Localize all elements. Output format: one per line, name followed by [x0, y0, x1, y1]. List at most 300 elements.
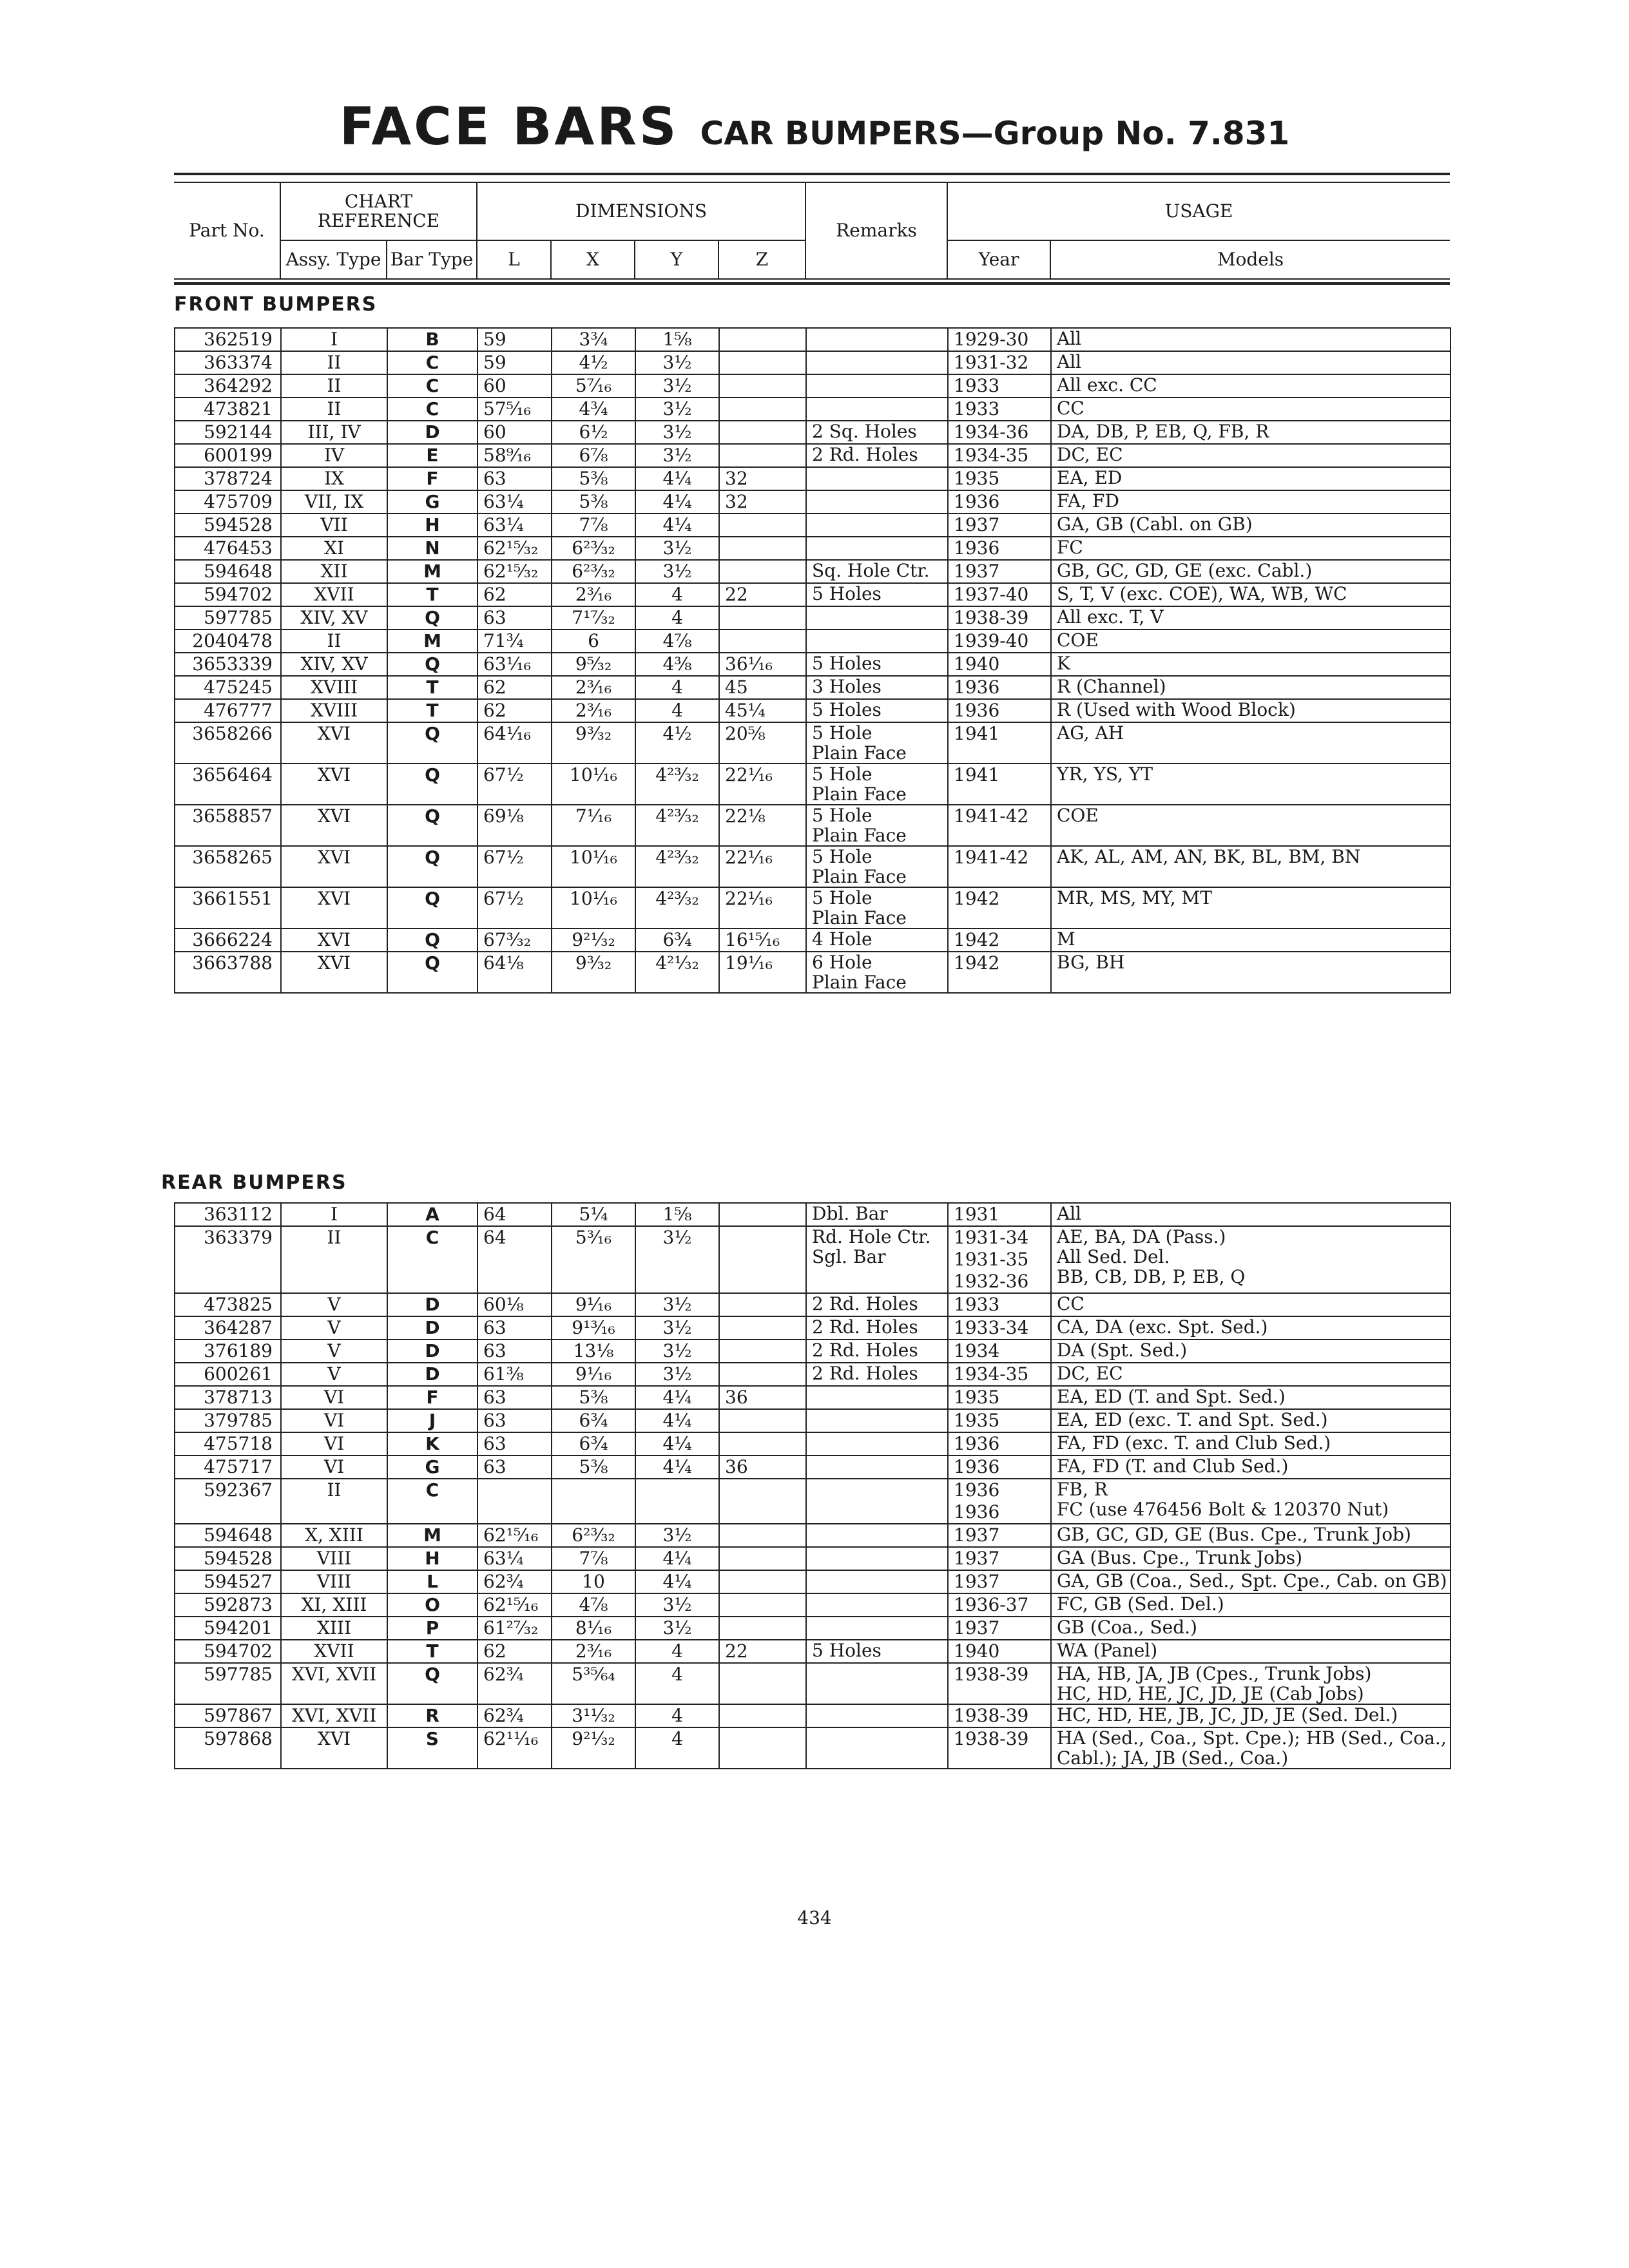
table-row [175, 606, 1451, 629]
cell-assy: XVI [281, 952, 387, 993]
cell-x: 2³⁄₁₆ [552, 676, 635, 699]
cell-l: 67³⁄₃₂ [477, 928, 552, 952]
table-row [175, 846, 1451, 887]
header-y: Y [635, 240, 718, 279]
table-row [175, 722, 1451, 764]
table-row [175, 952, 1451, 993]
table-row [175, 887, 1451, 928]
cell-x: 2³⁄₁₆ [552, 1640, 635, 1663]
cell-part: 3656464 [175, 764, 281, 805]
cell-bar: F [387, 1386, 477, 1409]
cell-l: 62¹⁵⁄₁₆ [477, 1524, 552, 1547]
cell-z: 22¹⁄₁₆ [719, 846, 806, 887]
cell-models: BG, BH [1051, 952, 1451, 993]
cell-remarks: 5 Holes [806, 653, 948, 676]
cell-year: 1934-35 [948, 1363, 1051, 1386]
cell-part: 473825 [175, 1293, 281, 1316]
cell-bar: Q [387, 764, 477, 805]
cell-z [719, 560, 806, 583]
cell-assy: XVII [281, 583, 387, 606]
cell-part: 594702 [175, 1640, 281, 1663]
cell-l: 62¹⁵⁄₃₂ [477, 537, 552, 560]
cell-year: 1937 [948, 1570, 1051, 1593]
cell-models: All [1051, 328, 1451, 351]
cell-y: 4 [635, 699, 719, 722]
cell-z [719, 1226, 806, 1293]
cell-bar: Q [387, 887, 477, 928]
table-row [175, 514, 1451, 537]
table-row [175, 1293, 1451, 1316]
table-row [175, 583, 1451, 606]
cell-l: 69⅛ [477, 805, 552, 846]
cell-assy: XVI [281, 887, 387, 928]
cell-bar: M [387, 560, 477, 583]
cell-l: 63¹⁄₁₆ [477, 653, 552, 676]
cell-bar: N [387, 537, 477, 560]
cell-remarks [806, 328, 948, 351]
cell-y: 4²³⁄₃₂ [635, 805, 719, 846]
cell-part: 3653339 [175, 653, 281, 676]
table-row [175, 1547, 1451, 1570]
cell-remarks [806, 1432, 948, 1456]
cell-models: EA, ED [1051, 467, 1451, 490]
cell-bar: Q [387, 1663, 477, 1704]
cell-z [719, 1316, 806, 1340]
cell-bar: C [387, 351, 477, 374]
table-row [175, 444, 1451, 467]
cell-models: All [1051, 1203, 1451, 1226]
cell-part: 600199 [175, 444, 281, 467]
cell-part: 600261 [175, 1363, 281, 1386]
cell-assy: V [281, 1363, 387, 1386]
cell-y: 4¼ [635, 514, 719, 537]
cell-z: 16¹⁵⁄₁₆ [719, 928, 806, 952]
cell-part: 3658266 [175, 722, 281, 764]
cell-year: 1935 [948, 1409, 1051, 1432]
cell-x: 3¹¹⁄₃₂ [552, 1704, 635, 1727]
cell-year: 1937 [948, 1524, 1051, 1547]
cell-part: 475717 [175, 1456, 281, 1479]
cell-year: 1940 [948, 1640, 1051, 1663]
table-row [175, 1316, 1451, 1340]
cell-x: 6 [552, 629, 635, 653]
cell-bar: M [387, 629, 477, 653]
cell-l: 61²⁷⁄₃₂ [477, 1617, 552, 1640]
cell-remarks: 4 Hole [806, 928, 948, 952]
cell-bar: C [387, 374, 477, 398]
cell-year: 1936 [948, 537, 1051, 560]
cell-part: 473821 [175, 398, 281, 421]
cell-bar: T [387, 676, 477, 699]
cell-part: 3663788 [175, 952, 281, 993]
cell-l: 63¼ [477, 1547, 552, 1570]
cell-models: GA, GB (Coa., Sed., Spt. Cpe., Cab. on GB) [1051, 1570, 1451, 1593]
cell-z [719, 514, 806, 537]
cell-remarks: 5 Holes [806, 699, 948, 722]
cell-y: 3½ [635, 1617, 719, 1640]
cell-models: GA, GB (Cabl. on GB) [1051, 514, 1451, 537]
cell-y: 4½ [635, 722, 719, 764]
cell-part: 594527 [175, 1570, 281, 1593]
cell-x: 6²³⁄₃₂ [552, 537, 635, 560]
rear-bumpers-table [174, 1202, 1451, 1769]
cell-assy: XVIII [281, 699, 387, 722]
cell-y: 4²³⁄₃₂ [635, 887, 719, 928]
header-dimensions: DIMENSIONS [477, 182, 805, 240]
table-row [175, 1203, 1451, 1226]
cell-part: 379785 [175, 1409, 281, 1432]
cell-bar: Q [387, 928, 477, 952]
table-row [175, 374, 1451, 398]
front-bumpers-table [174, 327, 1451, 994]
cell-remarks [806, 1663, 948, 1704]
cell-z: 32 [719, 490, 806, 514]
cell-part: 3658265 [175, 846, 281, 887]
cell-x: 5⅜ [552, 467, 635, 490]
cell-part: 378724 [175, 467, 281, 490]
cell-remarks [806, 606, 948, 629]
cell-y: 4²³⁄₃₂ [635, 764, 719, 805]
cell-x: 5⅜ [552, 1386, 635, 1409]
cell-bar: D [387, 421, 477, 444]
cell-part: 592367 [175, 1479, 281, 1524]
cell-part: 363112 [175, 1203, 281, 1226]
cell-remarks: Rd. Hole Ctr. Sgl. Bar [806, 1226, 948, 1293]
cell-l: 62¾ [477, 1704, 552, 1727]
table-row [175, 1340, 1451, 1363]
table-row [175, 1386, 1451, 1409]
cell-models: GB (Coa., Sed.) [1051, 1617, 1451, 1640]
cell-z: 36 [719, 1456, 806, 1479]
cell-l: 58⁹⁄₁₆ [477, 444, 552, 467]
top-rule [174, 173, 1450, 175]
header-l: L [477, 240, 551, 279]
page-title [0, 97, 1629, 157]
cell-assy: I [281, 1203, 387, 1226]
cell-remarks: 3 Holes [806, 676, 948, 699]
cell-part: 364292 [175, 374, 281, 398]
cell-models: HA, HB, JA, JB (Cpes., Trunk Jobs) HC, HD, HE, JC, JD, JE (Cab Jobs) [1051, 1663, 1451, 1704]
cell-part: 475718 [175, 1432, 281, 1456]
cell-y: 3½ [635, 1340, 719, 1363]
cell-assy: V [281, 1316, 387, 1340]
cell-part: 594702 [175, 583, 281, 606]
cell-bar: L [387, 1570, 477, 1593]
cell-z [719, 1293, 806, 1316]
table-row [175, 1704, 1451, 1727]
cell-bar: Q [387, 805, 477, 846]
cell-remarks [806, 374, 948, 398]
cell-z [719, 1363, 806, 1386]
cell-models: HA (Sed., Coa., Spt. Cpe.); HB (Sed., Coa., Cabl.); JA, JB (Sed., Coa.) [1051, 1727, 1451, 1769]
cell-bar: T [387, 1640, 477, 1663]
cell-models: EA, ED (T. and Spt. Sed.) [1051, 1386, 1451, 1409]
table-row [175, 1640, 1451, 1663]
cell-assy: VIII [281, 1547, 387, 1570]
cell-z [719, 1593, 806, 1617]
cell-part: 592873 [175, 1593, 281, 1617]
cell-y: 4 [635, 1704, 719, 1727]
cell-bar: D [387, 1316, 477, 1340]
cell-year: 1942 [948, 887, 1051, 928]
cell-z: 22 [719, 1640, 806, 1663]
cell-year: 1941 [948, 722, 1051, 764]
cell-bar: K [387, 1432, 477, 1456]
cell-remarks [806, 1727, 948, 1769]
cell-assy: XVI [281, 1727, 387, 1769]
cell-year: 1938-39 [948, 1727, 1051, 1769]
cell-y: 4¼ [635, 1432, 719, 1456]
cell-y: 4 [635, 1727, 719, 1769]
cell-l: 61⅜ [477, 1363, 552, 1386]
cell-z [719, 351, 806, 374]
table-row [175, 676, 1451, 699]
cell-assy: XI [281, 537, 387, 560]
cell-year: 1934-36 [948, 421, 1051, 444]
cell-models: K [1051, 653, 1451, 676]
cell-y: 3½ [635, 1363, 719, 1386]
cell-part: 475245 [175, 676, 281, 699]
cell-part: 3661551 [175, 887, 281, 928]
cell-z [719, 1704, 806, 1727]
cell-models: FC, GB (Sed. Del.) [1051, 1593, 1451, 1617]
cell-l: 63 [477, 1340, 552, 1363]
cell-assy: II [281, 351, 387, 374]
cell-year: 1936-37 [948, 1593, 1051, 1617]
cell-year: 1933 [948, 374, 1051, 398]
cell-y: 6¾ [635, 928, 719, 952]
cell-l: 59 [477, 328, 552, 351]
cell-year: 1931-32 [948, 351, 1051, 374]
cell-assy: XVI [281, 846, 387, 887]
cell-x: 10¹⁄₁₆ [552, 887, 635, 928]
cell-l: 64⅛ [477, 952, 552, 993]
cell-remarks: 5 Hole Plain Face [806, 805, 948, 846]
table-row [175, 398, 1451, 421]
cell-part: 378713 [175, 1386, 281, 1409]
cell-l: 60 [477, 421, 552, 444]
cell-bar: H [387, 514, 477, 537]
cell-part: 597785 [175, 1663, 281, 1704]
cell-bar: F [387, 467, 477, 490]
cell-x: 7⅞ [552, 1547, 635, 1570]
cell-z: 36¹⁄₁₆ [719, 653, 806, 676]
cell-z: 22⅛ [719, 805, 806, 846]
cell-part: 3666224 [175, 928, 281, 952]
cell-bar: C [387, 1226, 477, 1293]
cell-x: 10 [552, 1570, 635, 1593]
cell-z [719, 444, 806, 467]
cell-year: 1938-39 [948, 606, 1051, 629]
cell-part: 362519 [175, 328, 281, 351]
cell-remarks [806, 1386, 948, 1409]
cell-x: 3¾ [552, 328, 635, 351]
table-row [175, 421, 1451, 444]
cell-l: 63 [477, 1386, 552, 1409]
cell-year: 1936 [948, 490, 1051, 514]
header-x: X [551, 240, 635, 279]
cell-assy: VI [281, 1386, 387, 1409]
cell-z: 22 [719, 583, 806, 606]
cell-year: 1936 [948, 676, 1051, 699]
cell-z [719, 328, 806, 351]
cell-l [477, 1479, 552, 1524]
cell-remarks [806, 1704, 948, 1727]
cell-models: GB, GC, GD, GE (Bus. Cpe., Trunk Job) [1051, 1524, 1451, 1547]
header-usage: USAGE [947, 182, 1450, 240]
cell-z [719, 398, 806, 421]
cell-x [552, 1479, 635, 1524]
cell-part: 594648 [175, 560, 281, 583]
cell-remarks [806, 514, 948, 537]
table-row [175, 1456, 1451, 1479]
header-models: Models [1050, 240, 1450, 279]
cell-remarks: Sq. Hole Ctr. [806, 560, 948, 583]
cell-bar: R [387, 1704, 477, 1727]
cell-l: 63¼ [477, 514, 552, 537]
cell-remarks: Dbl. Bar [806, 1203, 948, 1226]
cell-part: 592144 [175, 421, 281, 444]
cell-year: 1933 [948, 1293, 1051, 1316]
cell-assy: II [281, 1479, 387, 1524]
cell-l: 64¹⁄₁₆ [477, 722, 552, 764]
cell-l: 63¼ [477, 490, 552, 514]
cell-assy: II [281, 629, 387, 653]
title-main: FACE BARS [339, 97, 679, 157]
cell-bar: Q [387, 653, 477, 676]
cell-y: 3½ [635, 444, 719, 467]
cell-y: 4¼ [635, 1386, 719, 1409]
cell-bar: Q [387, 846, 477, 887]
cell-remarks: 2 Rd. Holes [806, 1340, 948, 1363]
cell-models: R (Channel) [1051, 676, 1451, 699]
cell-year: 1938-39 [948, 1663, 1051, 1704]
cell-y: 4²¹⁄₃₂ [635, 952, 719, 993]
cell-x: 9¹⁄₁₆ [552, 1293, 635, 1316]
cell-year: 1931 [948, 1203, 1051, 1226]
table-row [175, 699, 1451, 722]
cell-remarks: 2 Rd. Holes [806, 444, 948, 467]
cell-z [719, 1663, 806, 1704]
cell-bar: Q [387, 952, 477, 993]
cell-remarks [806, 1593, 948, 1617]
cell-year: 1940 [948, 653, 1051, 676]
cell-remarks: 5 Hole Plain Face [806, 887, 948, 928]
cell-remarks [806, 1479, 948, 1524]
cell-year: 1933-34 [948, 1316, 1051, 1340]
cell-y: 3½ [635, 537, 719, 560]
cell-assy: VI [281, 1456, 387, 1479]
cell-l: 62¹⁵⁄₁₆ [477, 1593, 552, 1617]
cell-x: 2³⁄₁₆ [552, 699, 635, 722]
cell-remarks [806, 1524, 948, 1547]
cell-y [635, 1479, 719, 1524]
cell-year: 1937 [948, 560, 1051, 583]
cell-remarks: 5 Holes [806, 1640, 948, 1663]
cell-l: 63 [477, 1432, 552, 1456]
cell-x: 4½ [552, 351, 635, 374]
cell-part: 594648 [175, 1524, 281, 1547]
cell-models: All exc. CC [1051, 374, 1451, 398]
cell-z [719, 1479, 806, 1524]
cell-x: 13⅛ [552, 1340, 635, 1363]
cell-y: 4¼ [635, 1570, 719, 1593]
cell-year: 1937 [948, 1547, 1051, 1570]
cell-part: 363379 [175, 1226, 281, 1293]
cell-bar: Q [387, 606, 477, 629]
cell-models: EA, ED (exc. T. and Spt. Sed.) [1051, 1409, 1451, 1432]
cell-z [719, 1547, 806, 1570]
cell-l: 59 [477, 351, 552, 374]
cell-x: 9²¹⁄₃₂ [552, 928, 635, 952]
cell-assy: VI [281, 1432, 387, 1456]
cell-z [719, 1727, 806, 1769]
cell-z [719, 1203, 806, 1226]
cell-l: 63 [477, 606, 552, 629]
cell-part: 476777 [175, 699, 281, 722]
table-row [175, 653, 1451, 676]
cell-bar: A [387, 1203, 477, 1226]
cell-year: 1938-39 [948, 1704, 1051, 1727]
cell-y: 3½ [635, 1226, 719, 1293]
table-row [175, 764, 1451, 805]
cell-y: 3½ [635, 1293, 719, 1316]
header-year: Year [947, 240, 1050, 279]
cell-y: 3½ [635, 351, 719, 374]
cell-x: 6²³⁄₃₂ [552, 560, 635, 583]
cell-y: 3½ [635, 1524, 719, 1547]
cell-remarks [806, 1617, 948, 1640]
cell-bar: T [387, 699, 477, 722]
cell-models: WA (Panel) [1051, 1640, 1451, 1663]
cell-remarks: 2 Rd. Holes [806, 1293, 948, 1316]
cell-models: DA (Spt. Sed.) [1051, 1340, 1451, 1363]
cell-x: 6¾ [552, 1432, 635, 1456]
cell-assy: VII [281, 514, 387, 537]
cell-bar: O [387, 1593, 477, 1617]
cell-z [719, 374, 806, 398]
front-bumpers-label: FRONT BUMPERS [174, 293, 378, 316]
cell-year: 1936 1936 [948, 1479, 1051, 1524]
cell-l: 67½ [477, 764, 552, 805]
cell-x: 2³⁄₁₆ [552, 583, 635, 606]
cell-year: 1934 [948, 1340, 1051, 1363]
cell-l: 63 [477, 1456, 552, 1479]
cell-models: COE [1051, 629, 1451, 653]
cell-l: 71¾ [477, 629, 552, 653]
cell-part: 594528 [175, 1547, 281, 1570]
cell-z: 22¹⁄₁₆ [719, 887, 806, 928]
cell-year: 1936 [948, 1432, 1051, 1456]
cell-year: 1941-42 [948, 805, 1051, 846]
cell-year: 1942 [948, 952, 1051, 993]
cell-y: 3½ [635, 1593, 719, 1617]
cell-models: YR, YS, YT [1051, 764, 1451, 805]
cell-bar: P [387, 1617, 477, 1640]
cell-bar: Q [387, 722, 477, 764]
column-header [174, 182, 1450, 280]
cell-year: 1931-34 1931-35 1932-36 [948, 1226, 1051, 1293]
cell-x: 9³⁄₃₂ [552, 952, 635, 993]
table-row [175, 1409, 1451, 1432]
cell-l: 62¾ [477, 1570, 552, 1593]
table-row [175, 1432, 1451, 1456]
cell-x: 6½ [552, 421, 635, 444]
cell-y: 3½ [635, 374, 719, 398]
cell-bar: D [387, 1293, 477, 1316]
cell-year: 1941-42 [948, 846, 1051, 887]
cell-remarks [806, 1547, 948, 1570]
